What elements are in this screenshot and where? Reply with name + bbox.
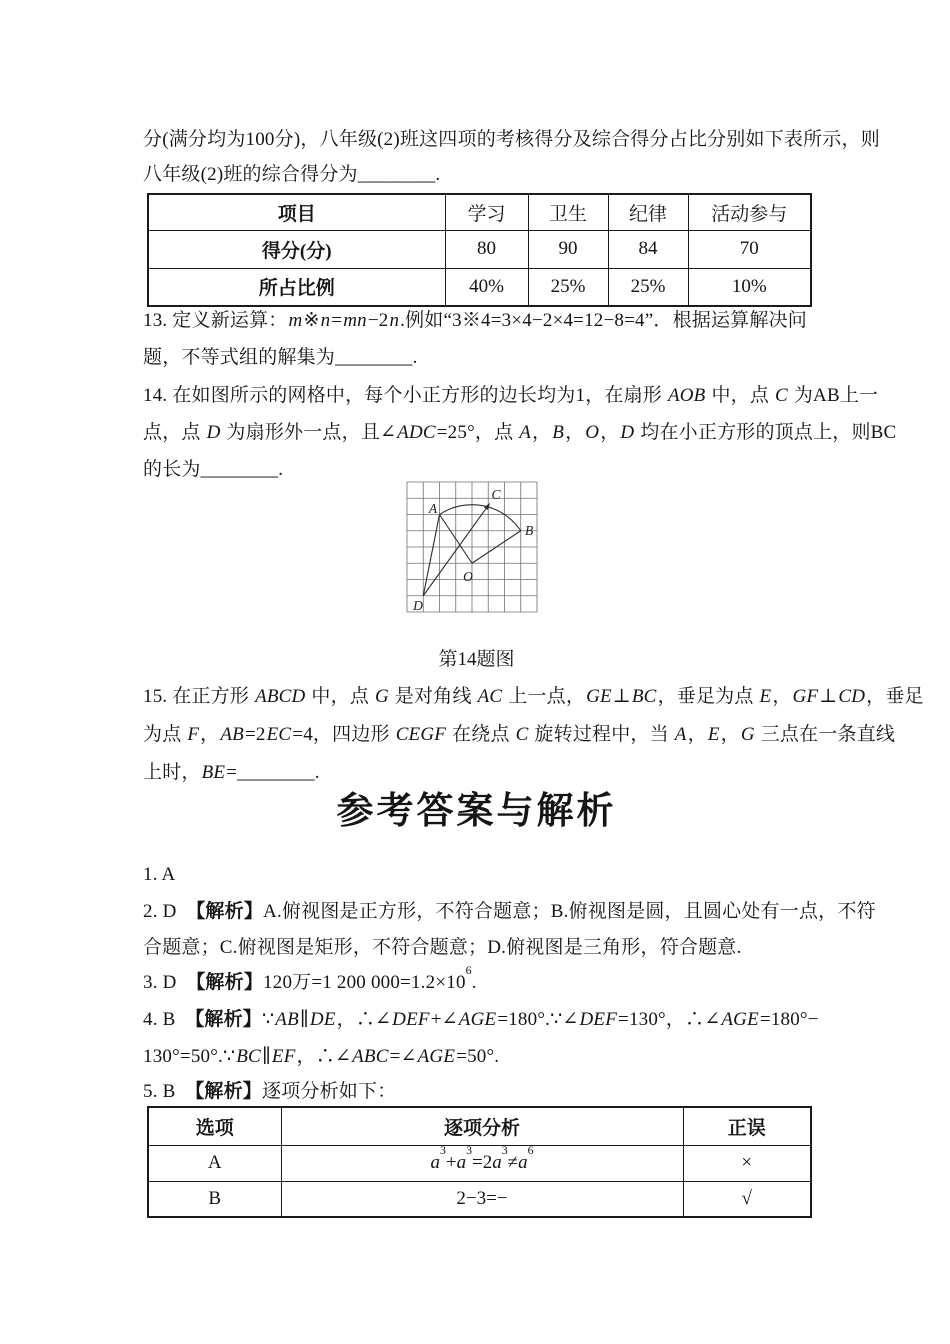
score-table-header-row [148,194,811,230]
analysis-option: B [148,1181,281,1217]
answer-line: 4. B 【解析】∵AB∥DE，∴∠DEF+∠AGE=180°.∵∠DEF=130°，∴∠AGE=180°− [143,1009,819,1030]
analysis-table [147,1106,812,1218]
question-14-line-3: 的长为________. [143,459,284,480]
score-cell: 84 [608,230,688,268]
analysis-header-option: 选项 [148,1107,281,1145]
score-cell: 90 [528,230,608,268]
point-label-A: A [428,501,438,516]
intro-line-2: 八年级(2)班的综合得分为________. [143,164,441,185]
analysis-header-verdict: 正误 [683,1107,811,1145]
point-label-B: B [525,523,534,538]
answer-line: 合题意；C.俯视图是矩形，不符合题意；D.俯视图是三角形，符合题意. [143,937,742,958]
score-cell: 40% [445,268,528,306]
score-row-label: 得分(分) [148,230,445,268]
segment-DC [423,509,486,596]
question-15-line-1: 15. 在正方形 ABCD 中，点 G 是对角线 AC 上一点，GE⊥BC，垂足为点 E，GF⊥CD，垂足 [143,686,924,707]
score-cell: 70 [688,230,811,268]
figure-caption: 第14题图 [438,649,515,670]
grid-lines [407,482,537,612]
analysis-header-analysis: 逐项分析 [281,1107,683,1145]
answer-line: 3. D 【解析】120万=1 200 $000=1.2\times 10^6$. [143,964,477,993]
score-table-row [148,268,811,306]
question-15-line-3: 上时，BE=________. [143,762,320,783]
question-14-line-2: 点，点 D 为扇形外一点，且∠ADC=25°，点 A，B，O，D 均在小正方形的顶点上，则BC [143,422,897,443]
score-header-hygiene: 卫生 [528,194,608,230]
analysis-verdict: × [683,1145,811,1181]
analysis-option: A [148,1145,281,1181]
score-header-discipline: 纪律 [608,194,688,230]
score-table-row [148,230,811,268]
score-header-activity: 活动参与 [688,194,811,230]
score-cell: 25% [528,268,608,306]
point-label-D: D [413,598,423,613]
answer-line: 130°=50°.∵BC∥EF，∴∠ABC=∠AGE=50°. [143,1046,500,1067]
question-14-line-1: 14. 在如图所示的网格中，每个小正方形的边长均为1，在扇形 AOB 中，点 C 为AB上一 [143,385,879,406]
analysis-table-row [148,1145,811,1181]
analysis-expression: $a^3+a^3=2a^3\ne a^6$ [281,1145,683,1181]
score-cell: 25% [608,268,688,306]
point-label-O: O [463,569,473,584]
score-cell: 80 [445,230,528,268]
point-label-C: C [491,487,501,502]
answers-heading: 参考答案与解析 [336,791,617,832]
score-table [147,193,812,307]
analysis-verdict: √ [683,1181,811,1217]
score-row-label: 所占比例 [148,268,445,306]
question-13-line-2: 题，不等式组的解集为________. [143,347,418,368]
answer-line: 5. B 【解析】逐项分析如下： [143,1081,397,1102]
answer-line: 1. A [143,864,176,885]
analysis-table-row [148,1181,811,1217]
question-13-line-1: 13. 定义新运算：m※n=mn−2n.例如“3※4=3×4−2×4=12−8=4”．根据运算解决问 [143,310,807,331]
answer-line: 2. D 【解析】A.俯视图是正方形，不符合题意；B.俯视图是圆，且圆心处有一点，不符 [143,901,876,922]
question-14-figure [407,482,547,622]
question-15-line-2: 为点 F，AB=2EC=4，四边形 CEGF 在绕点 C 旋转过程中，当 A，E，G 三点在一条直线 [143,724,896,745]
arc-AB [440,505,521,531]
score-header-study: 学习 [445,194,528,230]
score-cell: 10% [688,268,811,306]
analysis-table-header-row [148,1107,811,1145]
intro-line-1: 分(满分均为100分)，八年级(2)班这四项的考核得分及综合得分占比分别如下表所示，则 [143,129,880,150]
analysis-expression: 2−3=− [281,1181,683,1217]
score-header-item: 项目 [148,194,445,230]
